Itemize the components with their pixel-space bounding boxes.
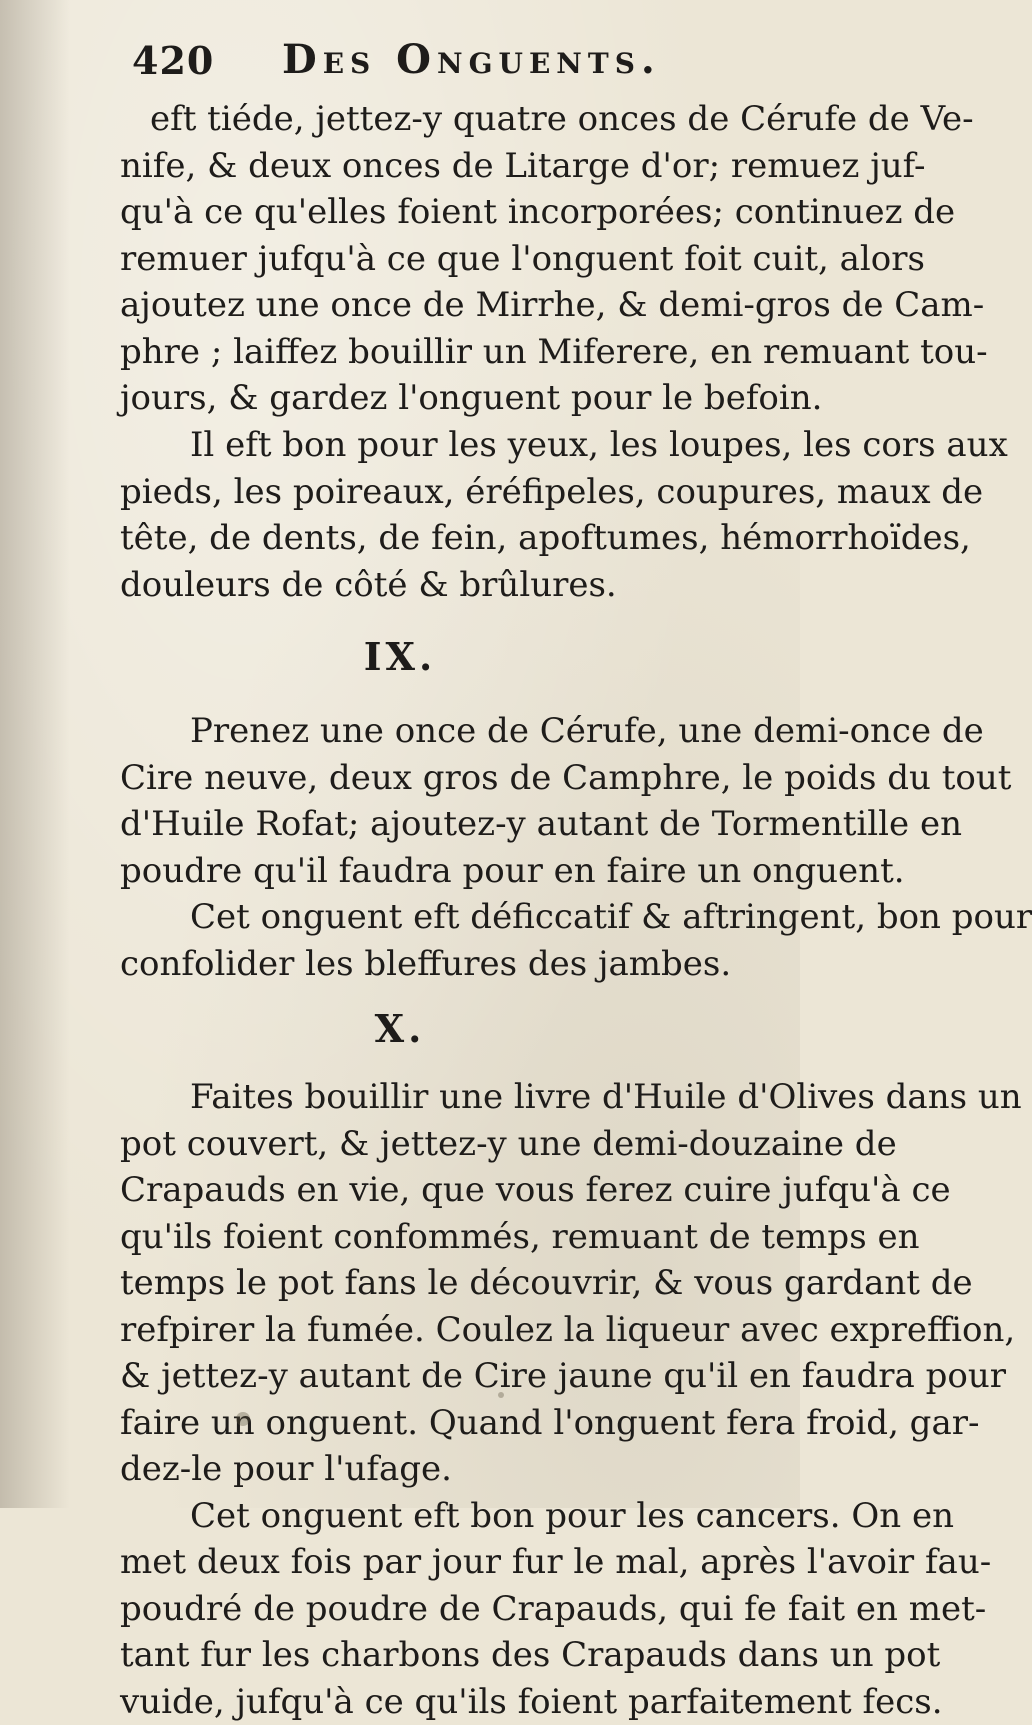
text-line: tête, de dents, de fein, apoftumes, hémorrhoïdes, <box>120 515 800 562</box>
page-header <box>132 30 762 90</box>
text-line: Il eft bon pour les yeux, les loupes, les cors aux <box>120 422 800 469</box>
paragraph-continuation <box>120 96 800 422</box>
text-line: douleurs de côté & brûlures. <box>120 562 800 609</box>
paragraph-usage <box>120 422 800 608</box>
text-line: d'Huile Rofat; ajoutez-y autant de Tormentille en <box>120 801 800 848</box>
text-line: pieds, les poireaux, éréfipeles, coupures, maux de <box>120 469 800 516</box>
text-line: tant fur les charbons des Crapauds dans un pot <box>120 1632 800 1679</box>
text-line: Cet onguent eft déficcatif & aftringent, bon pour <box>120 894 800 941</box>
text-line: confolider les bleffures des jambes. <box>120 941 800 988</box>
section-numeral-x: X. <box>0 1006 800 1051</box>
paragraph-recipe-ix <box>120 708 800 894</box>
text-line: qu'ils foient confommés, remuant de temps en <box>120 1214 800 1261</box>
text-line: jours, & gardez l'onguent pour le befoin. <box>120 375 800 422</box>
text-line: vuide, jufqu'à ce qu'ils foient parfaitement fecs. <box>120 1679 800 1725</box>
paragraph-usage-x-holder <box>120 1493 800 1725</box>
text-line: Prenez une once de Cérufe, une demi-once de <box>120 708 800 755</box>
text-line: nife, & deux onces de Litarge d'or; remuez juf- <box>120 143 800 190</box>
text-line: Cire neuve, deux gros de Camphre, le poids du tout <box>120 755 800 802</box>
text-line: remuer jufqu'à ce que l'onguent foit cuit, alors <box>120 236 800 283</box>
text-line: Cet onguent eft bon pour les cancers. On en <box>120 1493 800 1540</box>
text-line: poudre qu'il faudra pour en faire un onguent. <box>120 848 800 895</box>
text-line: eft tiéde, jettez-y quatre onces de Cérufe de Ve- <box>120 96 800 143</box>
text-line: qu'à ce qu'elles foient incorporées; continuez de <box>120 189 800 236</box>
text-line: refpirer la fumée. Coulez la liqueur avec expreffion, <box>120 1307 800 1354</box>
paragraph-recipe-x <box>120 1074 800 1493</box>
page-number: 420 <box>132 38 214 83</box>
text-line: faire un onguent. Quand l'onguent fera froid, gar- <box>120 1400 800 1447</box>
text-line: Crapauds en vie, que vous ferez cuire jufqu'à ce <box>120 1167 800 1214</box>
text-line: met deux fois par jour fur le mal, après l'avoir fau- <box>120 1539 800 1586</box>
text-line: phre ; laiffez bouillir un Miferere, en remuant tou- <box>120 329 800 376</box>
text-line: Faites bouillir une livre d'Huile d'Olives dans un <box>120 1074 800 1121</box>
gutter-shadow <box>0 0 70 1508</box>
section-numeral-ix: IX. <box>0 634 800 679</box>
paragraph-usage-ix <box>120 894 800 987</box>
ink-speck <box>236 1412 250 1426</box>
ink-speck <box>498 1392 504 1398</box>
running-title: Des Onguents. <box>282 36 661 83</box>
text-line: temps le pot fans le découvrir, & vous gardant de <box>120 1260 800 1307</box>
text-line: ajoutez une once de Mirrhe, & demi-gros de Cam- <box>120 282 800 329</box>
text-line: dez-le pour l'ufage. <box>120 1446 800 1493</box>
text-line: pot couvert, & jettez-y une demi-douzaine de <box>120 1121 800 1168</box>
text-line: & jettez-y autant de Cire jaune qu'il en faudra pour <box>120 1353 800 1400</box>
text-line: poudré de poudre de Crapauds, qui fe fait en met- <box>120 1586 800 1633</box>
